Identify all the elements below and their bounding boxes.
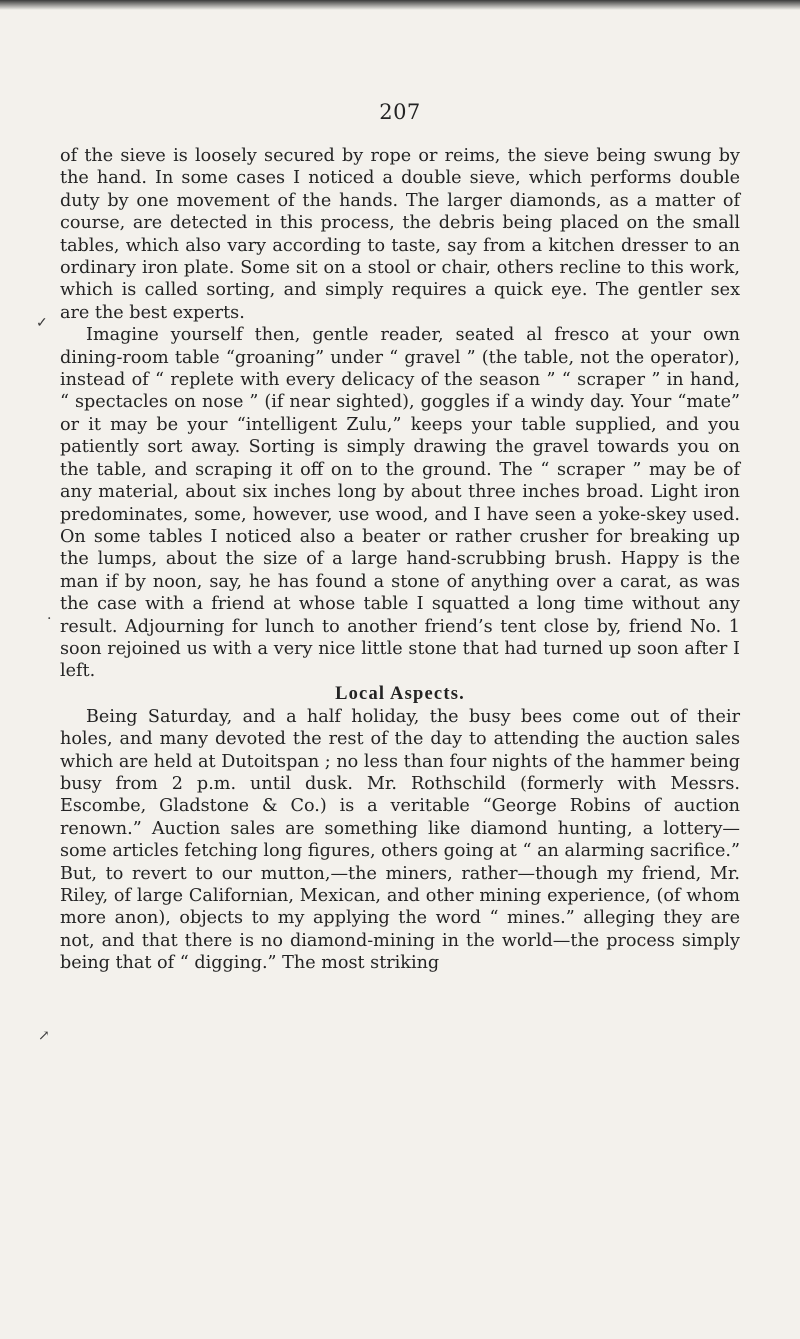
margin-dot-mark: . [47,607,52,623]
margin-tick-mark: ↗ [38,1028,50,1044]
margin-tick-mark: ✓ [36,315,48,331]
paragraph-imagine-yourself: Imagine yourself then, gentle reader, seated al fresco at your own dining-room table “groaning” under “ gravel ” (the table, not the operator), instead of “ replete with every delicacy of the season ” “ scraper ” in hand, “ spectacles on nose ” (if near sighted), goggles if a windy day. Your “mate” or it may be your “intelligent Zulu,” keeps your table supplied, and you patiently sort away. Sorting is simply drawing the gravel towards you on the table, and scraping it off on to the ground. The “ scraper ” may be of any material, about six inches long by about three inches broad. Light iron predominates, some, however, use wood, and I have seen a yoke-skey used. On some tables I noticed also a beater or rather crusher for breaking up the lumps, about the size of a large hand-scrubbing brush. Happy is the man if by noon, say, he has found a stone of anything over a carat, as was the case with a friend at whose table I squatted a long time without any result. Adjourning for lunch to another friend’s tent close by, friend No. 1 soon rejoined us with a very nice little stone that had turned up soon after I left. [60,325,740,682]
body-text [60,145,740,975]
page-edge-shadow [0,0,800,10]
section-heading: Local Aspects. [335,683,465,704]
paragraph-auction-sales: Being Saturday, and a half holiday, the busy bees come out of their holes, and many devoted the rest of the day to attending the auction sales which are held at Dutoitspan ; no less than four nights of the hammer being busy from 2 p.m. until dusk. Mr. Rothschild (formerly with Messrs. Escombe, Gladstone & Co.) is a veritable “George Robins of auction renown.” Auction sales are something like diamond hunting, a lottery—some articles fetching long figures, others going at “ an alarming sacrifice.” But, to revert to our mutton,—the miners, rather—though my friend, Mr. Riley, of large Californian, Mexican, and other mining experience, (of whom more anon), objects to my applying the word “ mines.” alleging they are not, and that there is no diamond-mining in the world—the process simply being that of “ digging.” The most striking [60,706,740,974]
paragraph-sieve-sorting: of the sieve is loosely secured by rope or reims, the sieve being swung by the hand. In some cases I noticed a double sieve, which performs double duty by one movement of the hands. The larger diamonds, as a matter of course, are detected in this process, the debris being placed on the small tables, which also vary according to taste, say from a kitchen dresser to an ordinary iron plate. Some sit on a stool or chair, others recline to this work, which is called sorting, and simply requires a quick eye. The gentler sex are the best experts. [60,146,740,323]
page-number: 207 [379,100,421,124]
